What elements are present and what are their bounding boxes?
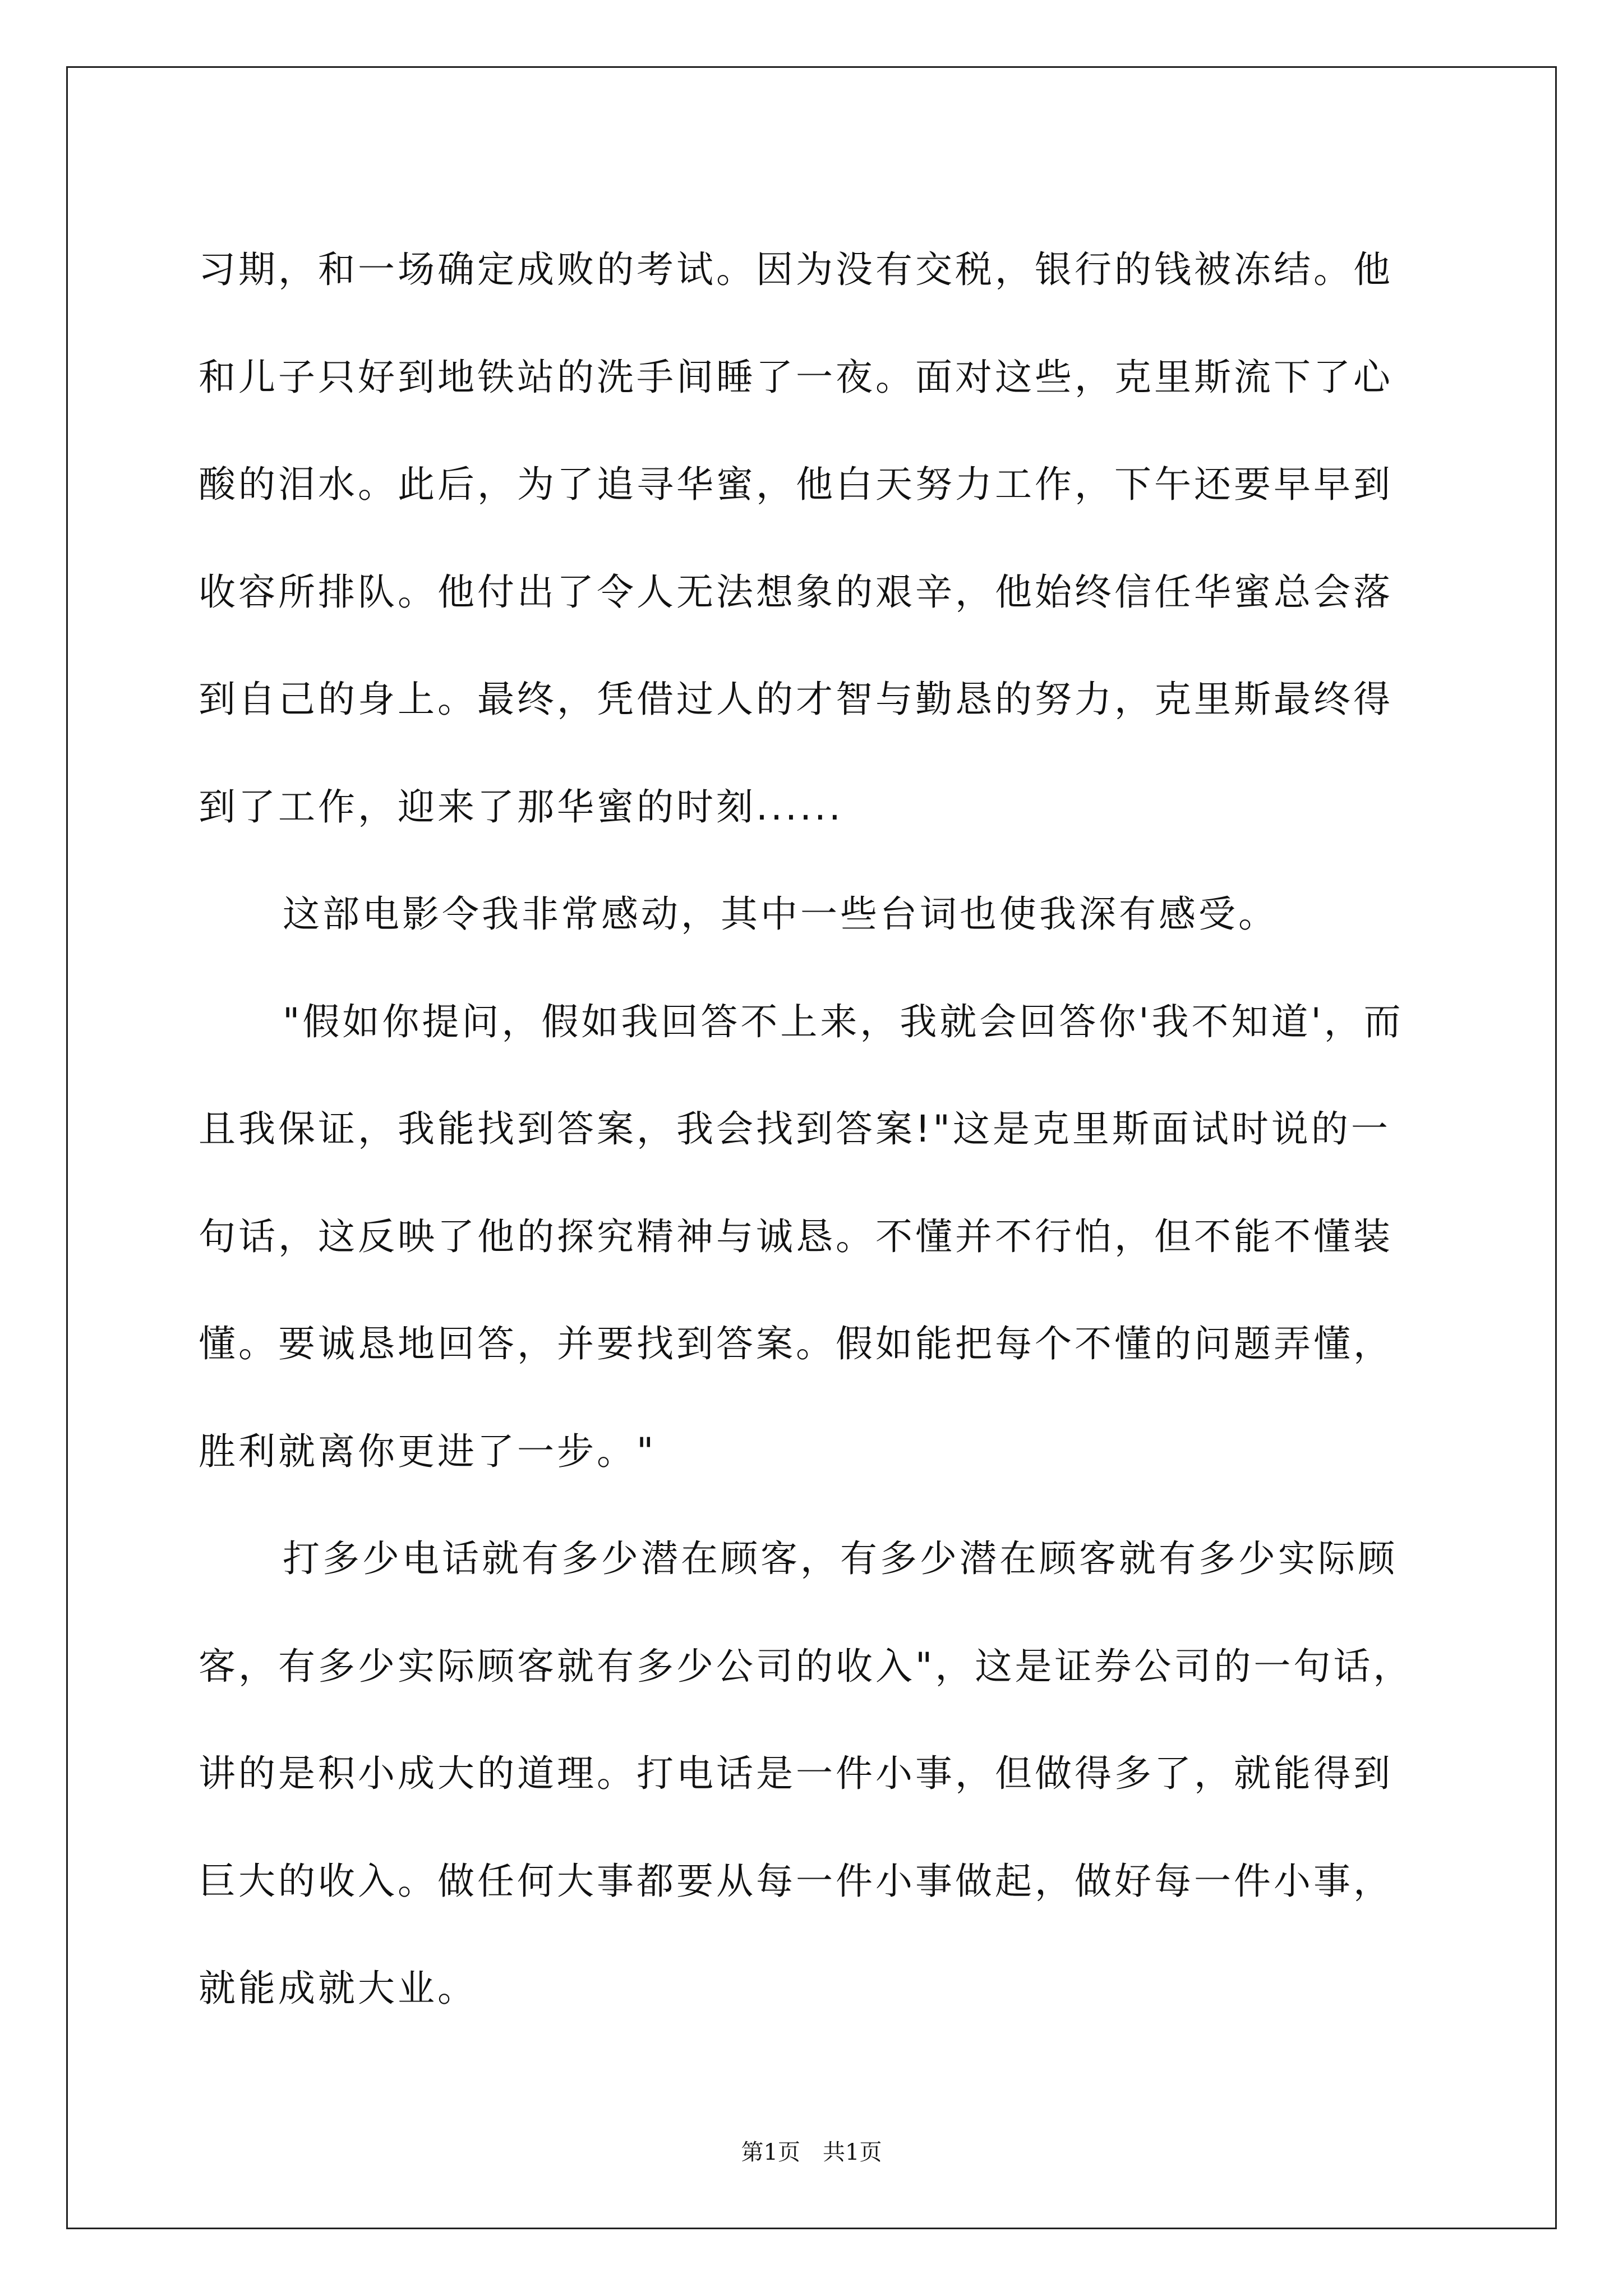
paragraph-phone-calls	[199, 1505, 1429, 2042]
text-line: 和儿子只好到地铁站的洗手间睡了一夜。面对这些，克里斯流下了心	[199, 355, 1393, 399]
text-line: 巨大的收入。做任何大事都要从每一件小事做起，做好每一件小事，	[199, 1859, 1393, 1903]
text-line: 到自己的身上。最终，凭借过人的才智与勤恳的努力，克里斯最终得	[199, 678, 1393, 721]
text-line: 就能成就大业。	[199, 1967, 477, 2010]
paragraph-movie-feeling	[199, 861, 1429, 968]
text-line: 到了工作，迎来了那华蜜的时刻......	[199, 785, 843, 829]
text-line: 客，有多少实际顾客就有多少公司的收入"，这是证券公司的一句话，	[199, 1644, 1413, 1688]
page-number: 第1页	[741, 2139, 800, 2165]
text-line: "假如你提问，假如我回答不上来，我就会回答你'我不知道'，而	[283, 1000, 1404, 1043]
text-line: 酸的泪水。此后，为了追寻华蜜，他白天努力工作，下午还要早早到	[199, 463, 1393, 506]
text-line: 胜利就离你更进了一步。"	[199, 1429, 657, 1473]
text-line: 收容所排队。他付出了令人无法想象的艰辛，他始终信任华蜜总会落	[199, 570, 1393, 614]
text-line: 且我保证，我能找到答案，我会找到答案!"这是克里斯面试时说的一	[199, 1107, 1391, 1151]
paragraph-interview-quote	[199, 968, 1429, 1506]
page-total: 共1页	[823, 2139, 882, 2165]
document-body	[199, 216, 1429, 2042]
text-line: 打多少电话就有多少潜在顾客，有多少潜在顾客就有多少实际顾	[283, 1537, 1398, 1580]
paragraph-story	[199, 216, 1429, 861]
text-line: 讲的是积小成大的道理。打电话是一件小事，但做得多了，就能得到	[199, 1752, 1393, 1795]
text-line: 习期，和一场确定成败的考试。因为没有交税，银行的钱被冻结。他	[199, 248, 1393, 291]
page-footer	[0, 2134, 1623, 2166]
text-line: 这部电影令我非常感动，其中一些台词也使我深有感受。	[283, 892, 1278, 936]
text-line: 句话，这反映了他的探究精神与诚恳。不懂并不行怕，但不能不懂装	[199, 1214, 1393, 1258]
text-line: 懂。要诚恳地回答，并要找到答案。假如能把每个不懂的问题弄懂，	[199, 1322, 1393, 1365]
